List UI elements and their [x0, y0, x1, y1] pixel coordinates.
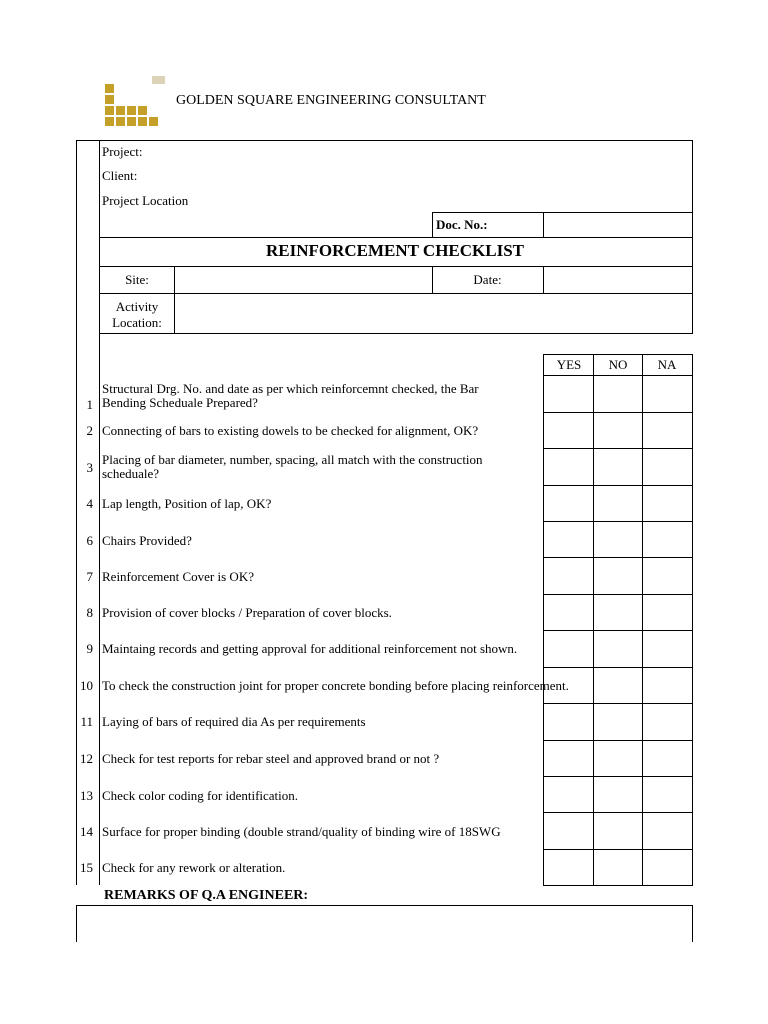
remarks-box-right [692, 905, 693, 942]
company-name: GOLDEN SQUARE ENGINEERING CONSULTANT [176, 93, 486, 108]
site-field[interactable] [176, 268, 430, 291]
logo-square [105, 117, 114, 126]
row-separator [543, 849, 693, 850]
checklist-item-text: Structural Drg. No. and date as per which reinforcemnt checked, the Bar Bending Scheduale Prepared? [102, 381, 479, 410]
item-number: 11 [80, 714, 93, 729]
row-separator [543, 594, 693, 595]
checklist-item-text: Maintaing records and getting approval for additional reinforcement not shown. [102, 641, 518, 656]
checklist-item-text: Lap length, Position of lap, OK? [102, 496, 272, 511]
row-separator [543, 667, 693, 668]
logo-square [138, 106, 147, 115]
date-field[interactable] [545, 268, 690, 291]
doc-no-label: Doc. No.: [436, 217, 488, 232]
row-separator [543, 885, 693, 886]
checklist-right-border [692, 354, 693, 886]
checklist-item-text: Connecting of bars to existing dowels to be checked for alignment, OK? [102, 423, 479, 438]
yes-column-header: YES [556, 357, 582, 372]
item-number: 1 [86, 397, 93, 412]
item-number: 2 [86, 423, 93, 438]
row-separator [543, 412, 693, 413]
item-number: 13 [80, 788, 93, 803]
yes-column-left-border [543, 354, 544, 886]
site-row-top-line [99, 266, 693, 267]
remarks-field[interactable] [78, 907, 690, 942]
doc-value-left-border [543, 212, 544, 238]
checklist-item-text: Surface for proper binding (double strand/quality of binding wire of 18SWG [102, 824, 501, 839]
remarks-box-top [76, 905, 693, 906]
doc-label-left-border [432, 212, 433, 238]
remarks-heading: REMARKS OF Q.A ENGINEER: [104, 888, 309, 903]
activity-row-top-line [99, 293, 693, 294]
yes-no-na-header-top [543, 354, 693, 355]
checklist-item-text: Placing of bar diameter, number, spacing, all match with the construction scheduale? [102, 452, 483, 481]
logo-tag [152, 76, 165, 84]
checklist-item-text: Check for any rework or alteration. [102, 860, 286, 875]
checklist-item-text: Provision of cover blocks / Preparation of cover blocks. [102, 605, 392, 620]
date-label: Date: [473, 272, 502, 287]
checklist-item-text: Check for test reports for rebar steel and approved brand or not ? [102, 751, 440, 766]
title-row-top-line [99, 237, 693, 238]
logo-square [149, 117, 158, 126]
logo-square [105, 95, 114, 104]
project-location-label: Project Location [102, 193, 189, 208]
checklist-item-text: Chairs Provided? [102, 533, 192, 548]
logo-square [116, 117, 125, 126]
item-number: 14 [80, 824, 93, 839]
row-separator [543, 740, 693, 741]
logo-square [105, 84, 114, 93]
doc-no-field[interactable] [545, 214, 690, 236]
no-column-header: NO [608, 357, 628, 372]
activity-label-line1: Activity [115, 299, 159, 314]
item-number: 3 [86, 460, 93, 475]
row-separator [543, 557, 693, 558]
row-separator [543, 630, 693, 631]
row-separator [543, 521, 693, 522]
checklist-item-text: Check color coding for identification. [102, 788, 299, 803]
item-number: 7 [86, 569, 93, 584]
logo-square [116, 106, 125, 115]
item-number: 10 [80, 678, 93, 693]
logo-square [127, 117, 136, 126]
client-label: Client: [102, 168, 138, 183]
item-number: 4 [86, 496, 93, 511]
logo-square [138, 117, 147, 126]
site-label-border [174, 266, 175, 333]
top-border [76, 140, 693, 141]
form-title: REINFORCEMENT CHECKLIST [265, 241, 525, 260]
activity-label-line2: Location: [112, 315, 162, 330]
logo-square [105, 106, 114, 115]
activity-location-field[interactable] [176, 295, 690, 331]
item-number: 8 [86, 605, 93, 620]
remarks-box-left [76, 905, 77, 942]
item-number: 6 [86, 533, 93, 548]
yes-no-na-header-bottom [543, 375, 693, 376]
site-label: Site: [125, 272, 149, 287]
checklist-item-text: Laying of bars of required dia As per requirements [102, 714, 366, 729]
doc-row-top-line [432, 212, 693, 213]
item-number: 12 [80, 751, 93, 766]
row-separator [543, 812, 693, 813]
project-label: Project: [102, 144, 143, 159]
checklist-item-text: To check the construction joint for proper concrete bonding before placing reinforcement. [102, 678, 569, 693]
row-separator [543, 776, 693, 777]
checklist-item-text: Reinforcement Cover is OK? [102, 569, 254, 584]
item-number: 15 [80, 860, 93, 875]
row-separator [543, 448, 693, 449]
activity-row-bottom-line [99, 333, 693, 334]
row-separator [543, 485, 693, 486]
na-column-header: NA [657, 357, 677, 372]
outer-left-border [76, 140, 77, 885]
row-separator [543, 703, 693, 704]
na-column-left-border [642, 354, 643, 886]
item-number: 9 [86, 641, 93, 656]
logo-square [127, 106, 136, 115]
no-column-left-border [593, 354, 594, 886]
date-value-left-border [543, 266, 544, 293]
